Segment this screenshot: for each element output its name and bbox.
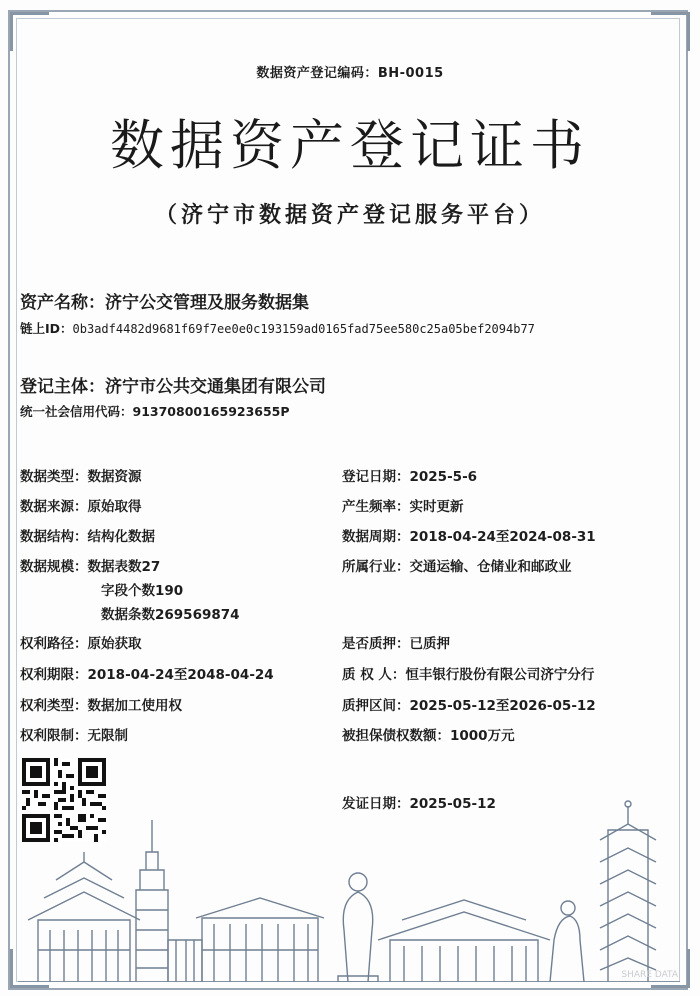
chain-id-label: 链上ID： (20, 321, 73, 336)
field-value: 2025-05-12至2026-05-12 (409, 698, 596, 714)
asset-name-label: 资产名称： (20, 293, 105, 313)
field-value: 结构化数据 (87, 529, 155, 545)
field-value: 2018-04-24至2048-04-24 (87, 667, 274, 683)
field-label: 权利限制： (20, 728, 88, 744)
field-data-period (342, 525, 596, 545)
field-value: 无限制 (87, 728, 128, 744)
field-label: 是否质押： (342, 636, 410, 652)
field-value: 数据表数27 (87, 559, 161, 575)
field-rights-term (20, 663, 274, 683)
field-label: 权利类型： (20, 698, 88, 714)
field-data-scale (20, 555, 160, 575)
registrant-label: 登记主体： (20, 377, 105, 397)
corner-ornament (651, 12, 690, 51)
field-value: 数据资源 (87, 469, 142, 485)
watermark-text: SHARE DATA (621, 970, 678, 980)
scale-field-count: 字段个数190 (101, 583, 184, 599)
field-value: 恒丰银行股份有限公司济宁分行 (405, 667, 595, 683)
certificate-title: 数据资产登记证书 (110, 114, 590, 177)
field-pledged (342, 632, 450, 652)
field-value: 原始取得 (87, 499, 142, 515)
field-rights-limit (20, 724, 128, 744)
asset-name-value: 济宁公交管理及服务数据集 (105, 293, 309, 313)
field-label: 数据周期： (342, 529, 410, 545)
field-label: 被担保债权数额： (342, 728, 450, 744)
field-label: 登记日期： (342, 469, 410, 485)
field-data-type (20, 465, 142, 485)
registrant-value: 济宁市公共交通集团有限公司 (105, 377, 326, 397)
field-value: 2025-05-12 (409, 796, 496, 812)
field-label: 权利路径： (20, 636, 88, 652)
credit-code-label: 统一社会信用代码： (20, 404, 133, 419)
chain-id-row (20, 319, 535, 337)
field-data-structure (20, 525, 155, 545)
field-registration-date (342, 465, 477, 485)
field-value: 1000万元 (450, 728, 515, 744)
field-industry (342, 555, 572, 575)
field-secured-amount (342, 724, 515, 744)
field-data-source (20, 495, 142, 515)
field-label: 数据类型： (20, 469, 88, 485)
field-frequency (342, 495, 464, 515)
credit-code-row (20, 402, 290, 420)
field-value: 数据加工使用权 (87, 698, 182, 714)
registration-number: 数据资产登记编码：BH-0015 (256, 66, 444, 81)
chain-id-value: 0b3adf4482d9681f69f7ee0e0c193159ad0165fad75ee580c25a05bef2094b77 (72, 322, 535, 336)
field-value: 实时更新 (409, 499, 464, 515)
field-label: 产生频率： (342, 499, 410, 515)
field-label: 发证日期： (342, 796, 410, 812)
field-label: 所属行业： (342, 559, 410, 575)
field-value: 2025-5-6 (409, 469, 478, 485)
field-label: 质押区间： (342, 698, 410, 714)
field-pledge-period (342, 694, 596, 714)
registrant-row (20, 372, 326, 397)
field-value: 交通运输、仓储业和邮政业 (409, 559, 572, 575)
scale-record-count: 数据条数269569874 (101, 607, 240, 623)
city-skyline-illustration (18, 800, 680, 982)
field-value: 已质押 (409, 636, 450, 652)
corner-ornament (10, 12, 49, 51)
field-label: 质 权 人： (342, 667, 406, 683)
field-value: 原始获取 (87, 636, 142, 652)
field-label: 数据结构： (20, 529, 88, 545)
field-rights-path (20, 632, 142, 652)
field-rights-type (20, 694, 182, 714)
field-label: 权利期限： (20, 667, 88, 683)
field-value: 2018-04-24至2024-08-31 (409, 529, 596, 545)
credit-code-value: 91370800165923655P (132, 404, 290, 419)
field-label: 数据规模： (20, 559, 88, 575)
asset-name-row (20, 288, 309, 313)
field-label: 数据来源： (20, 499, 88, 515)
certificate-subtitle: （济宁市数据资产登记服务平台） (154, 203, 545, 228)
field-pledgee (342, 663, 594, 683)
